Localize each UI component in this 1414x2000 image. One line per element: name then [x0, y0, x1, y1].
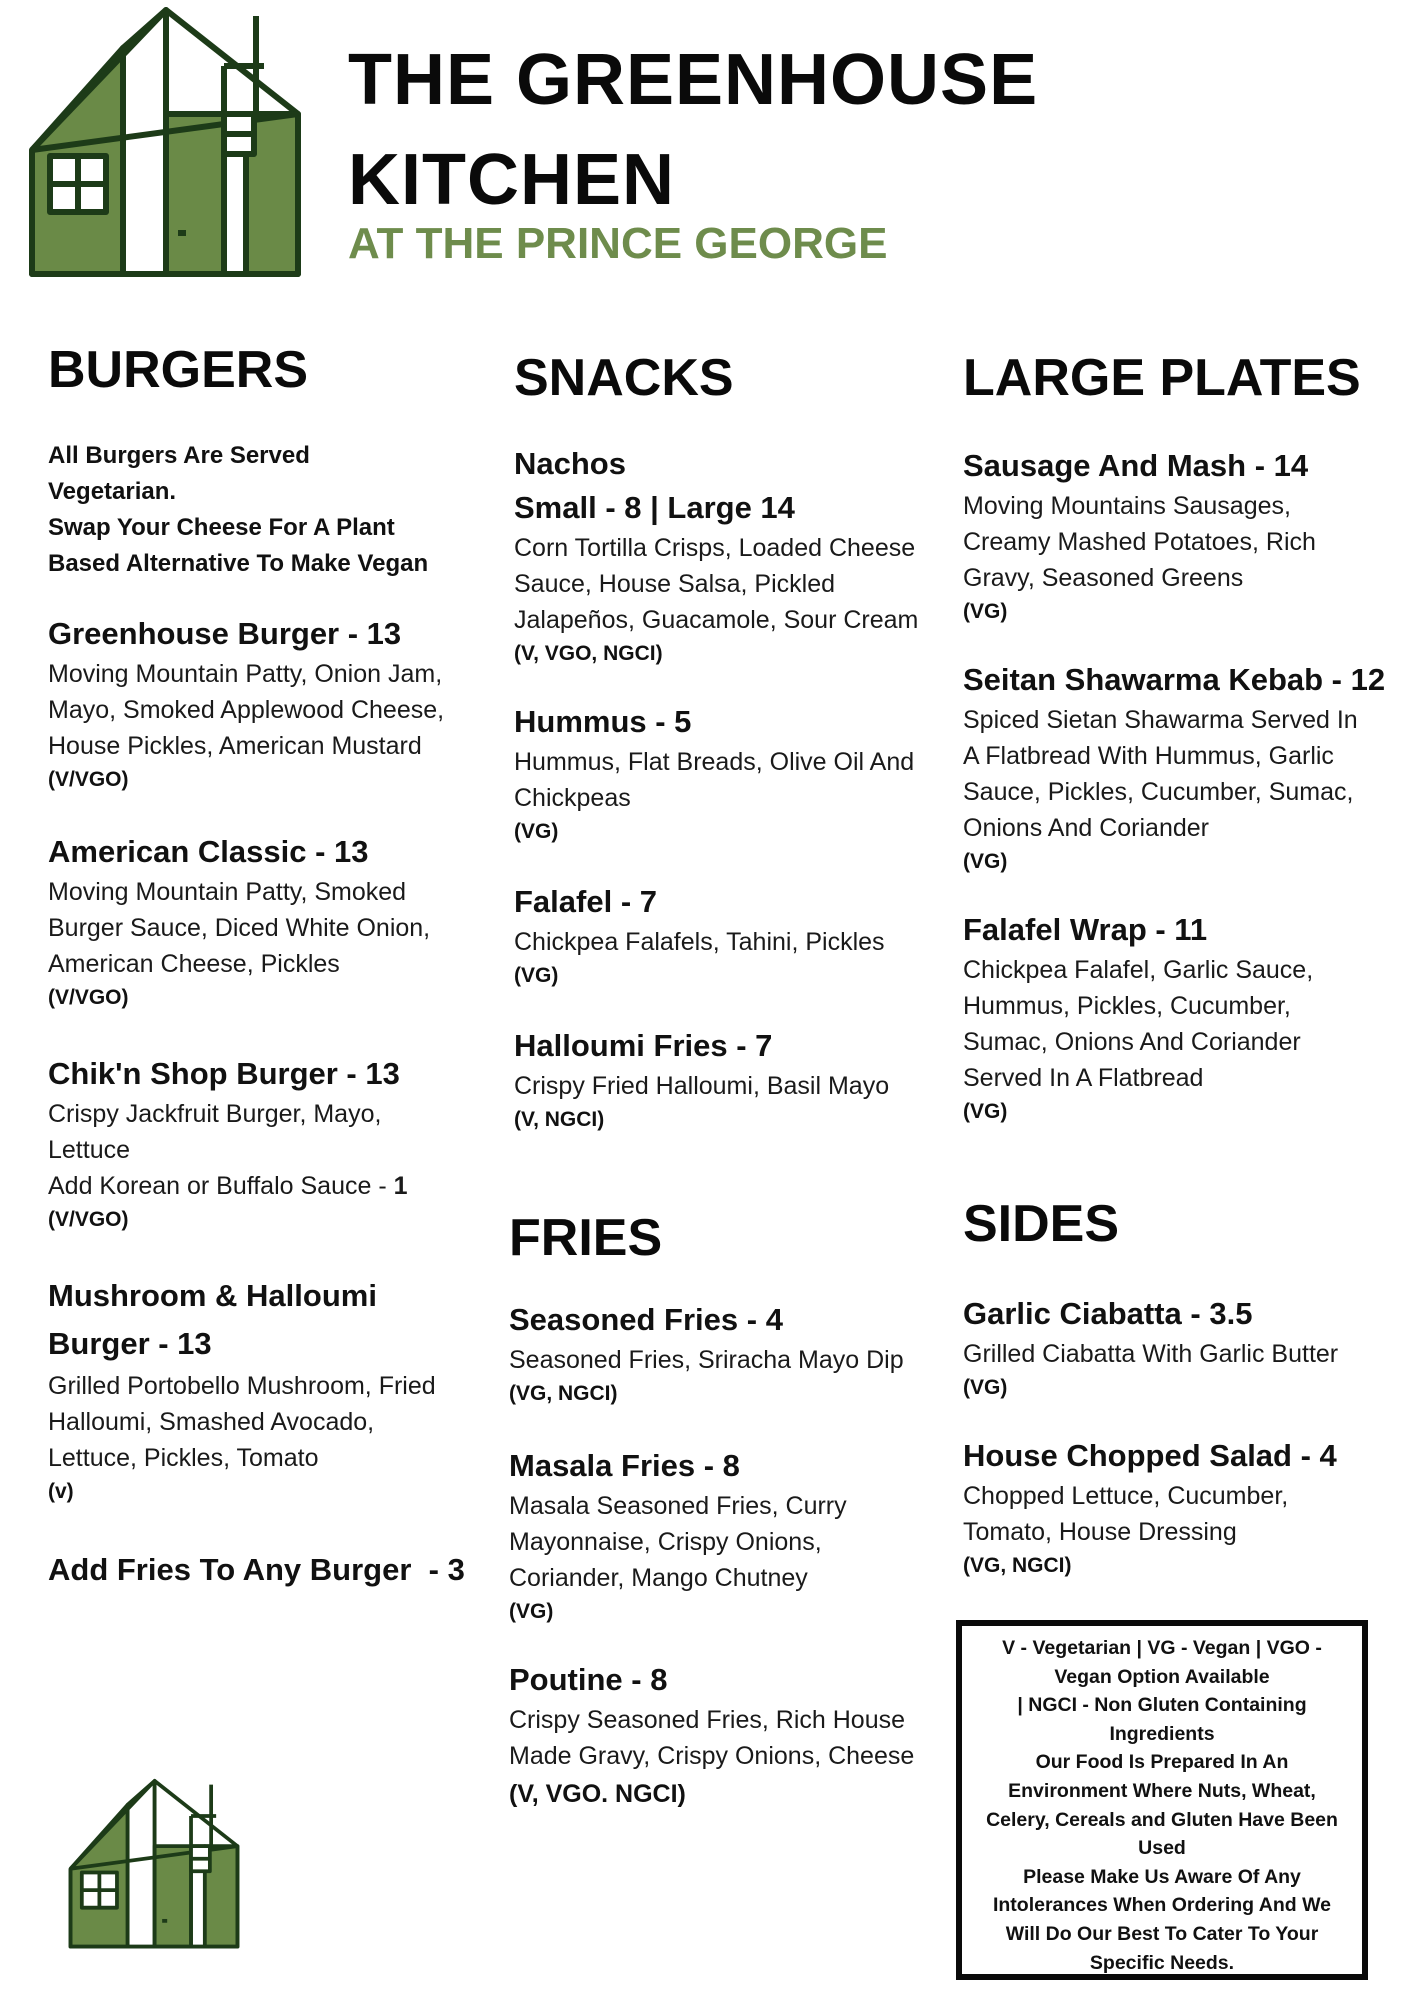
- item-description-line: Hummus, Flat Breads, Olive Oil And: [514, 748, 915, 776]
- item-description-line: Sauce, Pickles, Cucumber, Sumac,: [963, 778, 1354, 806]
- item-dietary-tags: (v): [48, 1480, 74, 1503]
- burgers-intro-line: Vegetarian.: [48, 478, 177, 505]
- restaurant-title-line-1: THE GREENHOUSE: [348, 40, 1039, 120]
- legend-line: Will Do Our Best To Cater To Your: [1005, 1922, 1319, 1945]
- item-addon: [48, 1168, 478, 1204]
- snacks-heading: SNACKS: [514, 349, 734, 407]
- item-title: Hummus - 5: [514, 704, 692, 739]
- item-title: Seasoned Fries - 4: [509, 1302, 783, 1337]
- item-dietary-tags: (V/VGO): [48, 1208, 129, 1231]
- legend-line: Vegan Option Available: [1054, 1665, 1270, 1688]
- item-description-line: Mayo, Smoked Applewood Cheese,: [48, 696, 445, 724]
- item-description-line: Masala Seasoned Fries, Curry: [509, 1492, 847, 1520]
- item-description: [963, 1336, 1403, 1372]
- item-description-line: Halloumi, Smashed Avocado,: [48, 1408, 375, 1436]
- item-description-line: Tomato, House Dressing: [963, 1518, 1237, 1546]
- menu-item-falafel-wrap: [963, 908, 1403, 1128]
- item-description-line: Crispy Seasoned Fries, Rich House: [509, 1706, 905, 1734]
- item-title: Seitan Shawarma Kebab - 12: [963, 662, 1386, 697]
- item-dietary-tags: (V, NGCI): [514, 1108, 605, 1131]
- item-dietary-tags: (VG): [514, 820, 559, 843]
- item-description: [48, 1096, 478, 1204]
- legend-line: Celery, Cereals and Gluten Have Been: [986, 1808, 1338, 1831]
- menu-item-chikn-shop-burger: [48, 1052, 478, 1236]
- menu-item-falafel: [514, 880, 954, 992]
- item-description: [514, 530, 954, 638]
- item-description: [509, 1488, 954, 1596]
- item-description: [514, 924, 954, 960]
- item-description-line: Creamy Mashed Potatoes, Rich: [963, 528, 1316, 556]
- greenhouse-logo: [28, 6, 302, 282]
- menu-item-masala-fries: [509, 1444, 954, 1628]
- item-description-line: Grilled Portobello Mushroom, Fried: [48, 1372, 436, 1400]
- item-description-line: Lettuce: [48, 1136, 131, 1164]
- item-description-line: Grilled Ciabatta With Garlic Butter: [963, 1340, 1339, 1368]
- fries-section: [509, 1209, 954, 1814]
- item-description-line: Burger Sauce, Diced White Onion,: [48, 914, 431, 942]
- item-description-line: Onions And Coriander: [963, 814, 1209, 842]
- burgers-section: [48, 341, 478, 1592]
- menu-item-american-classic: [48, 830, 478, 1014]
- item-description-line: Jalapeños, Guacamole, Sour Cream: [514, 606, 919, 634]
- item-title-line: Nachos: [514, 446, 626, 481]
- legend-line: V - Vegetarian | VG - Vegan | VGO -: [1002, 1637, 1322, 1659]
- item-title: [514, 442, 954, 530]
- item-description-line: Seasoned Fries, Sriracha Mayo Dip: [509, 1346, 904, 1374]
- item-description: [48, 874, 478, 982]
- burgers-heading: BURGERS: [48, 341, 309, 399]
- burgers-intro-line: Based Alternative To Make Vegan: [48, 550, 429, 577]
- item-dietary-tags: (VG, NGCI): [509, 1382, 618, 1405]
- menu-item-greenhouse-burger: [48, 612, 478, 796]
- item-addon-text: Add Korean or Buffalo Sauce -: [48, 1172, 394, 1200]
- item-description: [509, 1342, 954, 1378]
- snacks-section: [514, 349, 954, 1136]
- menu-item-garlic-ciabatta: [963, 1292, 1403, 1404]
- item-description-line: Chopped Lettuce, Cucumber,: [963, 1482, 1289, 1510]
- item-description: [963, 702, 1403, 846]
- item-title: American Classic - 13: [48, 834, 369, 869]
- item-description: [963, 1478, 1403, 1550]
- item-dietary-tags: (VG): [963, 1376, 1008, 1399]
- item-description: [509, 1702, 954, 1774]
- item-description-line: Moving Mountains Sausages,: [963, 492, 1291, 520]
- item-description-line: Chickpeas: [514, 784, 631, 812]
- menu-item-seitan-shawarma-kebab: [963, 658, 1403, 878]
- greenhouse-logo-icon: [28, 6, 302, 282]
- legend-line: Our Food Is Prepared In An: [1035, 1751, 1289, 1774]
- item-dietary-tags: (VG): [514, 964, 559, 987]
- menu-item-seasoned-fries: [509, 1298, 954, 1410]
- item-dietary-tags: (VG, NGCI): [963, 1554, 1072, 1577]
- burgers-intro-line: All Burgers Are Served: [48, 442, 310, 469]
- item-description: [48, 656, 478, 764]
- item-dietary-tags: (V/VGO): [48, 768, 129, 791]
- item-title: Poutine - 8: [509, 1662, 668, 1697]
- item-title: Chik'n Shop Burger - 13: [48, 1056, 400, 1091]
- legend-line: Environment Where Nuts, Wheat,: [1008, 1779, 1316, 1802]
- item-title: [48, 1272, 478, 1368]
- item-description-line: Crispy Jackfruit Burger, Mayo,: [48, 1100, 382, 1128]
- item-title: Falafel - 7: [514, 884, 657, 919]
- item-description-line: Coriander, Mango Chutney: [509, 1564, 808, 1592]
- item-title-line: Small - 8 | Large 14: [514, 490, 795, 525]
- large-plates-heading: LARGE PLATES: [963, 349, 1361, 407]
- item-description-line: Made Gravy, Crispy Onions, Cheese: [509, 1742, 915, 1770]
- item-title-line: Mushroom & Halloumi: [48, 1278, 377, 1313]
- item-dietary-tags: (V, VGO, NGCI): [514, 642, 663, 665]
- item-description-line: Served In A Flatbread: [963, 1064, 1204, 1092]
- item-description-line: Lettuce, Pickles, Tomato: [48, 1444, 319, 1472]
- item-description-line: Corn Tortilla Crisps, Loaded Cheese: [514, 534, 916, 562]
- burgers-intro: [48, 438, 478, 582]
- legend-line: Ingredients: [1109, 1722, 1215, 1745]
- item-title: Greenhouse Burger - 13: [48, 616, 402, 651]
- item-title: Masala Fries - 8: [509, 1448, 740, 1483]
- item-description: [963, 952, 1403, 1096]
- item-title: Garlic Ciabatta - 3.5: [963, 1296, 1253, 1331]
- item-description-line: A Flatbread With Hummus, Garlic: [963, 742, 1334, 770]
- fries-heading: FRIES: [509, 1209, 663, 1267]
- item-title: House Chopped Salad - 4: [963, 1438, 1337, 1473]
- menu-item-sausage-and-mash: [963, 444, 1403, 628]
- menu-item-hummus: [514, 700, 954, 848]
- restaurant-subtitle: AT THE PRINCE GEORGE: [348, 219, 888, 268]
- burgers-intro-line: Swap Your Cheese For A Plant: [48, 514, 395, 541]
- item-description-line: Crispy Fried Halloumi, Basil Mayo: [514, 1072, 890, 1100]
- item-dietary-tags: (VG): [963, 1100, 1008, 1123]
- item-description-line: Gravy, Seasoned Greens: [963, 564, 1244, 592]
- add-fries-note: Add Fries To Any Burger - 3: [48, 1552, 465, 1587]
- menu-item-nachos: [514, 442, 954, 670]
- item-addon-price: 1: [393, 1172, 408, 1200]
- item-description-line: Mayonnaise, Crispy Onions,: [509, 1528, 822, 1556]
- item-dietary-tags: (VG): [963, 850, 1008, 873]
- restaurant-title-line-2: KITCHEN: [348, 140, 675, 220]
- item-dietary-tags: (VG): [963, 600, 1008, 623]
- item-description-line: Chickpea Falafels, Tahini, Pickles: [514, 928, 885, 956]
- item-description-line: Spiced Sietan Shawarma Served In: [963, 706, 1358, 734]
- menu-item-halloumi-fries: [514, 1024, 954, 1136]
- item-description: [514, 744, 954, 816]
- sides-heading: SIDES: [963, 1195, 1120, 1253]
- menu-item-poutine: [509, 1658, 954, 1814]
- legend-line: Please Make Us Aware Of Any: [1023, 1865, 1301, 1888]
- legend-line: Used: [1138, 1837, 1186, 1860]
- item-description-line: House Pickles, American Mustard: [48, 732, 422, 760]
- item-description: [963, 488, 1403, 596]
- item-title-line: Burger - 13: [48, 1326, 212, 1361]
- legend-line: Specific Needs.: [1089, 1951, 1235, 1974]
- greenhouse-logo-small-icon: [68, 1778, 240, 1952]
- item-description: [48, 1368, 478, 1476]
- item-title: Falafel Wrap - 11: [963, 912, 1208, 947]
- item-description-line: Moving Mountain Patty, Onion Jam,: [48, 660, 443, 688]
- dietary-legend-box: [956, 1620, 1368, 1980]
- menu-item-mushroom-halloumi-burger: [48, 1272, 478, 1508]
- item-description-line: Chickpea Falafel, Garlic Sauce,: [963, 956, 1314, 984]
- item-title: Sausage And Mash - 14: [963, 448, 1309, 483]
- item-description-line: Sauce, House Salsa, Pickled: [514, 570, 836, 598]
- item-dietary-tags: (VG): [509, 1600, 554, 1623]
- large-plates-section: [963, 349, 1403, 1128]
- greenhouse-logo-small: [68, 1778, 240, 1952]
- item-description-line: American Cheese, Pickles: [48, 950, 340, 978]
- legend-line: | NGCI - Non Gluten Containing: [1017, 1694, 1307, 1717]
- sides-section: [963, 1195, 1403, 1582]
- item-description-line: Sumac, Onions And Coriander: [963, 1028, 1301, 1056]
- legend-line: Intolerances When Ordering And We: [992, 1894, 1332, 1917]
- item-description-line: Moving Mountain Patty, Smoked: [48, 878, 407, 906]
- item-dietary-tags: (V/VGO): [48, 986, 129, 1009]
- item-title: Halloumi Fries - 7: [514, 1028, 773, 1063]
- item-dietary-tags: (V, VGO. NGCI): [509, 1780, 686, 1808]
- menu-item-house-chopped-salad: [963, 1434, 1403, 1582]
- item-description: [514, 1068, 954, 1104]
- item-description-line: Hummus, Pickles, Cucumber,: [963, 992, 1291, 1020]
